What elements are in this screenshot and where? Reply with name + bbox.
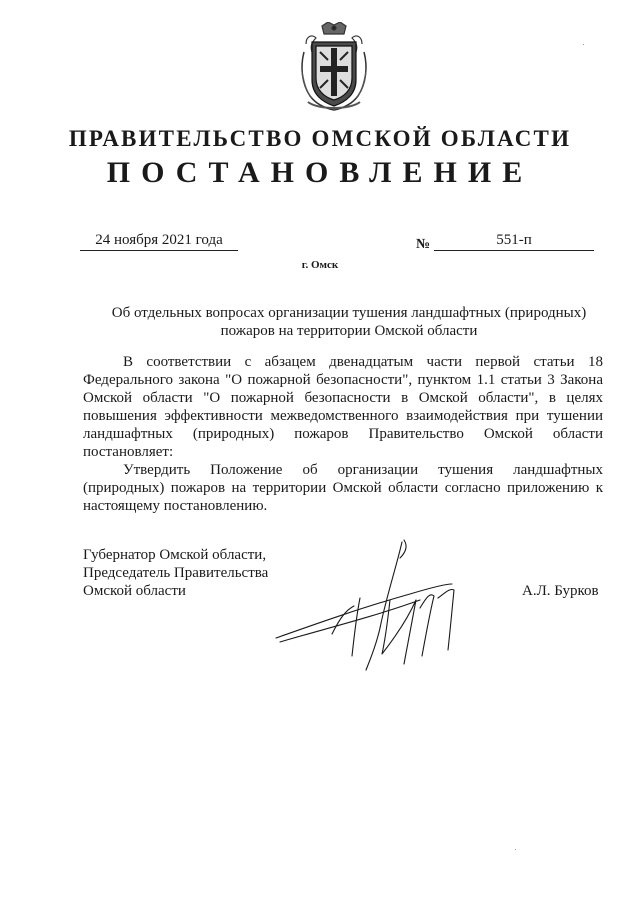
subject-line-2: пожаров на территории Омской области (220, 323, 478, 339)
coat-of-arms-icon (298, 22, 370, 114)
signer-title-line: Председатель Правительства (83, 565, 269, 581)
body-paragraph-preamble: В соответствии с абзацем двенадцатым части первой статьи 18 Федерального закона "О пожарной безопасности", пунктом 1.1 статьи 3 Закона Омской области "О пожарной безопасности в Омской области", в целях повышения эффективности межведомственного взаимодействия при тушении ландшафтных (природных) пожаров Правительство Омской области постановляет: (83, 354, 603, 460)
document-number: 551-п (434, 232, 594, 251)
government-title: ПРАВИТЕЛЬСТВО ОМСКОЙ ОБЛАСТИ (68, 126, 572, 151)
document-date: 24 ноября 2021 года (80, 232, 238, 251)
handwritten-signature (270, 538, 500, 678)
scan-speck (515, 849, 516, 850)
signer-title-line: Омской области (83, 583, 186, 599)
city-label: г. Омск (301, 259, 339, 271)
body-paragraph-resolution: Утвердить Положение об организации тушения ландшафтных (природных) пожаров на территории Омской области согласно приложению к настоящему постановлению. (83, 462, 603, 514)
scan-speck (583, 44, 584, 45)
subject-line-1: Об отдельных вопросах организации тушения ландшафтных (природных) (111, 305, 587, 321)
signer-position (83, 546, 293, 600)
document-type-title: ПОСТАНОВЛЕНИЕ (106, 156, 534, 189)
signer-name: А.Л. Бурков (522, 583, 599, 599)
number-label: № (416, 237, 431, 252)
document-body (83, 353, 603, 515)
document-subject (100, 304, 598, 340)
signer-title-line: Губернатор Омской области, (83, 547, 267, 563)
